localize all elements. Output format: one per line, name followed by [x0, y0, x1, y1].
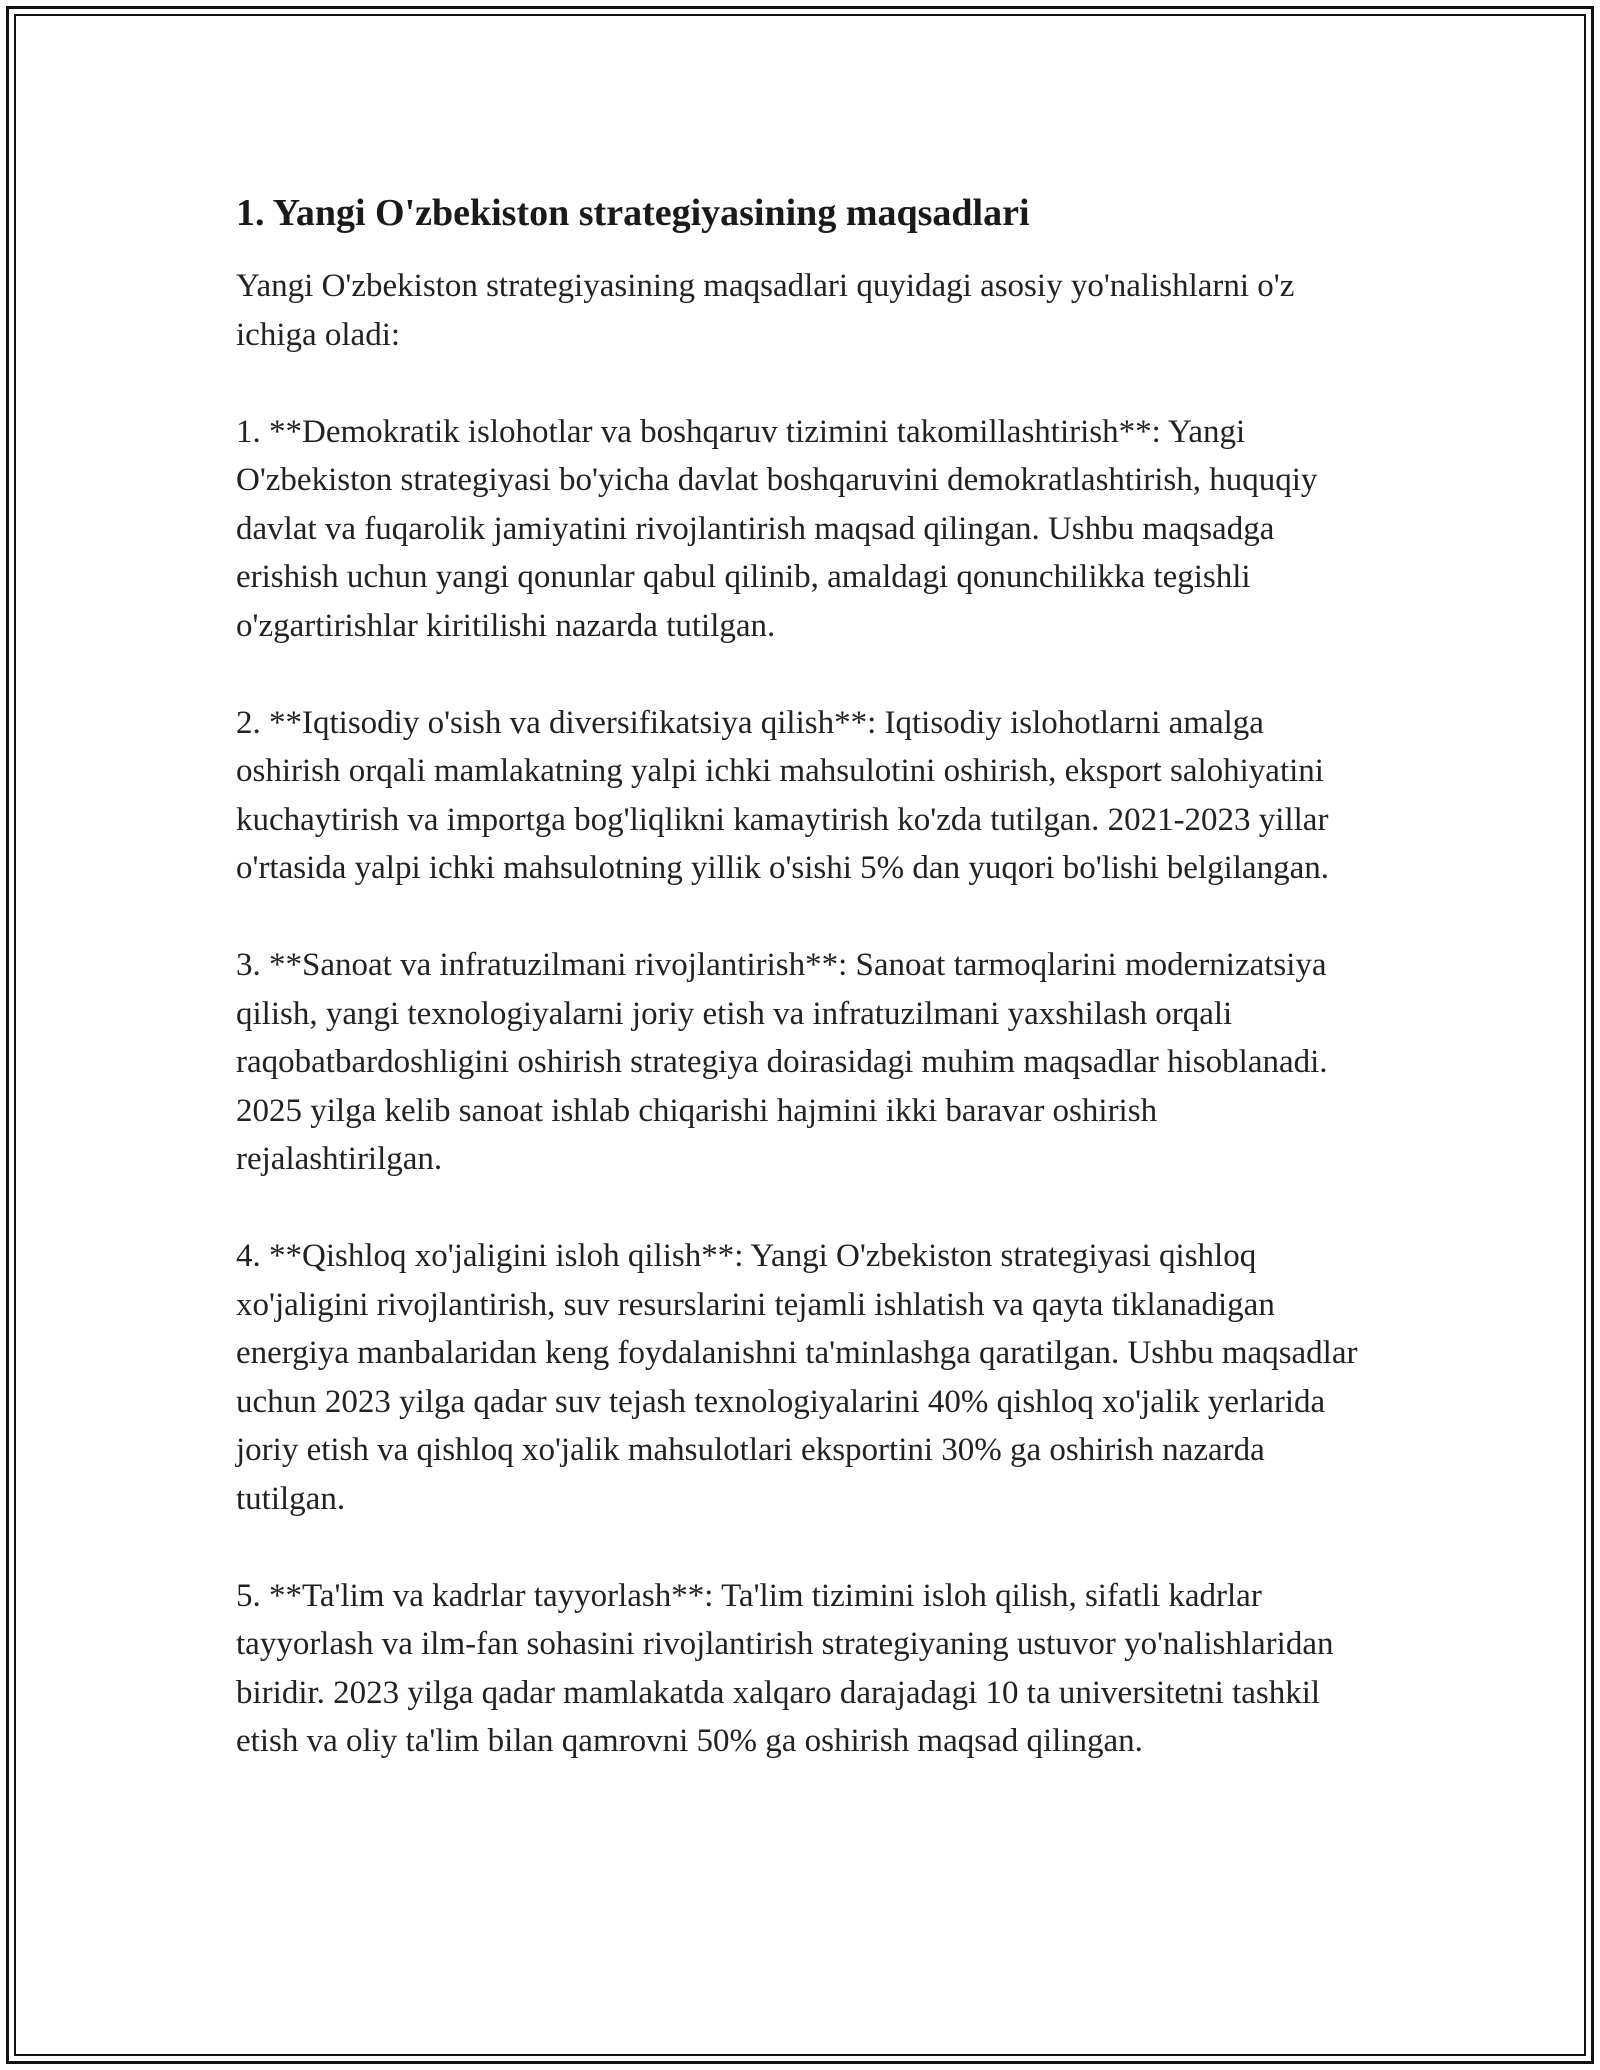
goal-item-5: 5. **Ta'lim va kadrlar tayyorlash**: Ta'lim tizimini isloh qilish, sifatli kadrlar tayyorlash va ilm-fan sohasini rivojlantirish strategiyaning ustuvor yo'nalishlaridan biridir. 2023 yilga qadar mamlakatda xalqaro darajadagi 10 ta universitetni tashkil etish va oliy ta'lim bilan qamrovni 50% ga oshirish maqsad qilingan.	[236, 1577, 1342, 1759]
paragraph-gap	[236, 893, 1366, 942]
goal-item-1: 1. **Demokratik islohotlar va boshqaruv tizimini takomillashtirish**: Yangi O'zbekiston strategiyasi bo'yicha davlat boshqaruvini demokratlashtirish, huquqiy davlat va fuqarolik jamiyatini rivojlantirish maqsad qilingan. Ushbu maqsadga erishish uchun yangi qonunlar qabul qilinib, amaldagi qonunchilikka tegishli o'zgartirishlar kiritilishi nazarda tutilgan.	[236, 413, 1326, 644]
goal-item-3: 3. **Sanoat va infratuzilmani rivojlantirish**: Sanoat tarmoqlarini modernizatsiya qilish, yangi texnologiyalarni joriy etish va infratuzilmani yaxshilash orqali raqobatbardoshligini oshirish strategiya doirasidagi muhim maqsadlar hisoblanadi. 2025 yilga kelib sanoat ishlab chiqarishi hajmini ikki baravar oshirish rejalashtirilgan.	[236, 947, 1336, 1177]
paragraph-gap	[236, 1184, 1366, 1233]
paragraph-gap	[236, 1523, 1366, 1572]
goal-item-4: 4. **Qishloq xo'jaligini isloh qilish**: Yangi O'zbekiston strategiyasi qishloq xo'jaligini rivojlantirish, suv resurslarini tejamli ishlatish va qayta tiklanadigan energiya manbalaridan keng foydalanishni ta'minlashga qaratilgan. Ushbu maqsadlar uchun 2023 yilga qadar suv tejash texnologiyalarini 40% qishloq xo'jalik yerlarida joriy etish va qishloq xo'jalik mahsulotlari eksportini 30% ga oshirish nazarda tutilgan.	[236, 1238, 1366, 1517]
paragraph-gap	[236, 650, 1366, 699]
goal-item-2: 2. **Iqtisodiy o'sish va diversifikatsiya qilish**: Iqtisodiy islohotlarni amalga oshirish orqali mamlakatning yalpi ichki mahsulotini oshirish, eksport salohiyatini kuchaytirish va importga bog'liqlikni kamaytirish ko'zda tutilgan. 2021-2023 yillar o'rtasida yalpi ichki mahsulotning yillik o'sishi 5% dan yuqori bo'lishi belgilangan.	[236, 704, 1337, 886]
paragraph-gap	[236, 359, 1366, 408]
document-body	[236, 186, 1366, 1766]
document-title: 1. Yangi O'zbekiston strategiyasining maqsadlari	[236, 192, 1030, 234]
intro-paragraph: Yangi O'zbekiston strategiyasining maqsadlari quyidagi asosiy yo'nalishlarni o'z ichiga oladi:	[236, 268, 1303, 353]
